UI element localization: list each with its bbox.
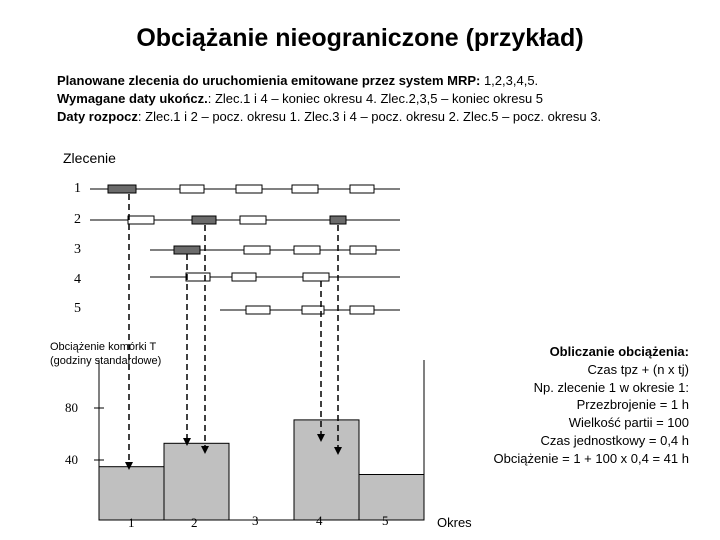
load-chart bbox=[65, 360, 472, 530]
calculation-line: Obciążenie = 1 + 100 x 0,4 = 41 h bbox=[493, 450, 689, 466]
intro-line-3-value: : Zlec.1 i 2 – pocz. okresu 1. Zlec.3 i 4 – pocz. okresu 2. Zlec.5 – pocz. okresu 3. bbox=[137, 109, 602, 124]
order-number-3: 3 bbox=[74, 242, 81, 257]
x-axis-label: Okres bbox=[437, 515, 472, 530]
intro-line-2-label: Wymagane daty ukończ. bbox=[57, 91, 208, 106]
operation-box-active bbox=[192, 216, 216, 224]
operation-box bbox=[236, 185, 262, 193]
operation-box bbox=[186, 273, 210, 281]
operation-box bbox=[294, 246, 320, 254]
y-tick-label-80: 80 bbox=[65, 400, 78, 415]
intro-line-1-label: Planowane zlecenia do uruchomienia emitowane przez system MRP: bbox=[57, 73, 481, 88]
operation-box bbox=[244, 246, 270, 254]
y-tick-label-40: 40 bbox=[65, 452, 78, 467]
operation-box bbox=[292, 185, 318, 193]
operation-box bbox=[180, 185, 204, 193]
y-axis-label-line-1: Obciążenie komórki T bbox=[50, 341, 157, 353]
period-label-2: 2 bbox=[191, 515, 198, 530]
calculation-line: Czas tpz + (n x tj) bbox=[587, 361, 689, 377]
orders-label: Zlecenie bbox=[63, 150, 116, 166]
operation-box bbox=[350, 185, 374, 193]
operation-box bbox=[350, 306, 374, 314]
period-label-5: 5 bbox=[382, 513, 389, 528]
order-number-4: 4 bbox=[74, 272, 81, 287]
period-label-3: 3 bbox=[252, 513, 259, 528]
intro-line-2-value: : Zlec.1 i 4 – koniec okresu 4. Zlec.2,3,5 – koniec okresu 5 bbox=[207, 91, 544, 106]
order-row-2 bbox=[90, 216, 400, 224]
order-number-1: 1 bbox=[74, 181, 81, 196]
order-row-5 bbox=[220, 306, 400, 314]
operation-box bbox=[350, 246, 376, 254]
intro-line-1-value: 1,2,3,4,5. bbox=[480, 73, 539, 88]
load-bar-period-4 bbox=[294, 420, 359, 520]
order-row-1 bbox=[90, 185, 400, 193]
order-row-3 bbox=[150, 246, 400, 254]
calculation-line: Przezbrojenie = 1 h bbox=[576, 397, 689, 413]
y-axis-label-line-2: (godziny standardowe) bbox=[50, 355, 162, 367]
order-number-2: 2 bbox=[74, 212, 81, 227]
calculation-line: Np. zlecenie 1 w okresie 1: bbox=[533, 379, 689, 395]
order-number-5: 5 bbox=[74, 301, 81, 316]
load-bar-period-2 bbox=[164, 443, 229, 520]
intro-line-3-label: Daty rozpocz bbox=[57, 109, 138, 124]
operation-box bbox=[128, 216, 154, 224]
calculation-line: Wielkość partii = 100 bbox=[568, 415, 689, 431]
operation-box bbox=[303, 273, 329, 281]
operation-box bbox=[246, 306, 270, 314]
page-title: Obciążanie nieograniczone (przykład) bbox=[136, 24, 584, 52]
operation-box-active bbox=[174, 246, 200, 254]
calculation-line: Czas jednostkowy = 0,4 h bbox=[540, 432, 689, 448]
operation-box bbox=[240, 216, 266, 224]
operation-box-active bbox=[108, 185, 136, 193]
period-label-1: 1 bbox=[128, 515, 135, 530]
calculation-heading: Obliczanie obciążenia: bbox=[549, 344, 689, 359]
period-label-4: 4 bbox=[316, 513, 323, 528]
operation-box bbox=[232, 273, 256, 281]
load-bar-period-1 bbox=[99, 467, 164, 520]
operation-box-active bbox=[330, 216, 346, 224]
load-bar-period-5 bbox=[359, 475, 424, 521]
